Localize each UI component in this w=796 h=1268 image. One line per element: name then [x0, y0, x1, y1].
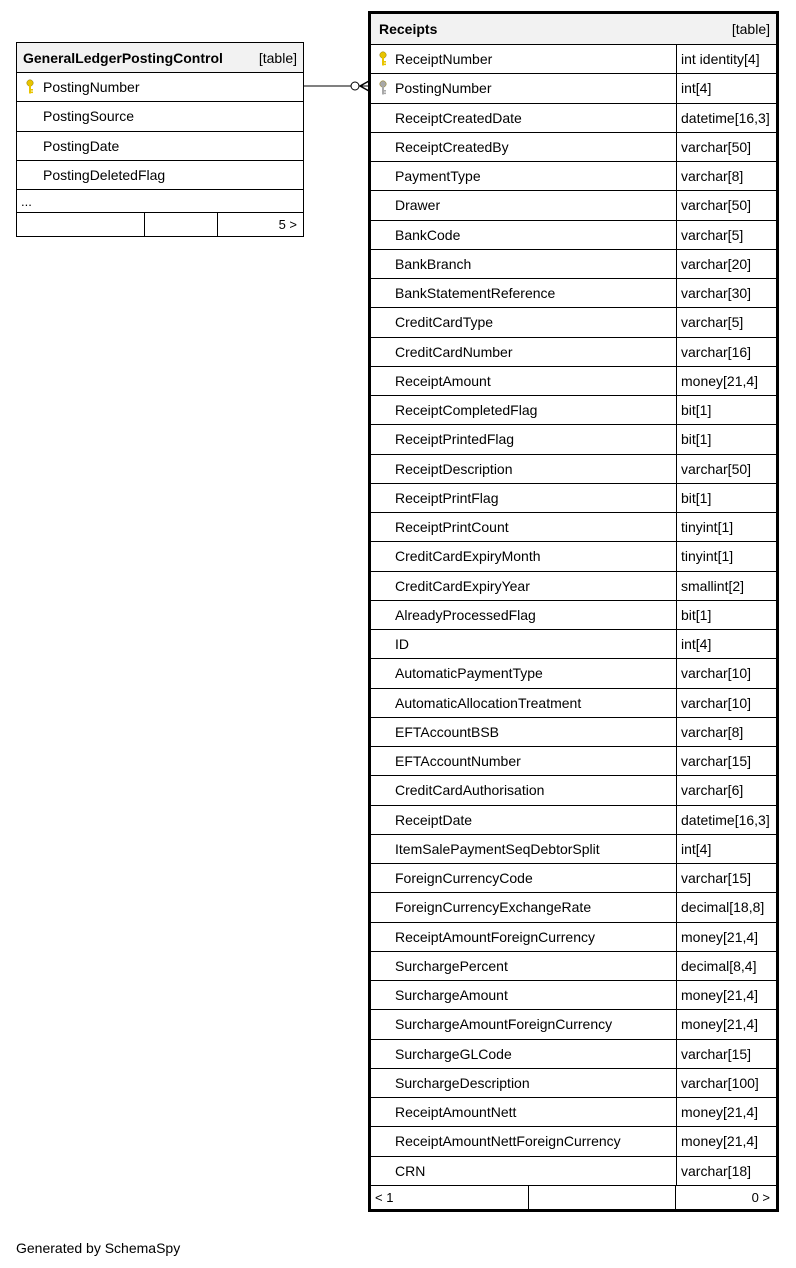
column-type: varchar[50]	[676, 133, 776, 161]
column-name: AutomaticPaymentType	[395, 665, 543, 682]
footer-parents	[17, 213, 145, 236]
column-name: CreditCardExpiryMonth	[395, 548, 541, 565]
column-row[interactable]	[371, 601, 776, 630]
column-name: Drawer	[395, 197, 441, 214]
column-type: bit[1]	[676, 601, 776, 629]
key-slot	[371, 864, 395, 892]
column-name: PaymentType	[395, 168, 481, 185]
column-row[interactable]	[17, 73, 303, 102]
key-slot	[371, 221, 395, 249]
column-name: SurchargeDescription	[395, 1074, 530, 1091]
column-type: int identity[4]	[676, 45, 776, 73]
column-row[interactable]	[371, 952, 776, 981]
column-name: ReceiptAmountNettForeignCurrency	[395, 1133, 621, 1150]
column-name: PostingNumber	[395, 80, 492, 97]
column-name: ID	[395, 636, 409, 653]
column-row[interactable]	[371, 308, 776, 337]
table-name: GeneralLedgerPostingControl	[23, 49, 223, 66]
key-slot	[371, 1069, 395, 1097]
key-slot	[371, 542, 395, 570]
key-slot	[371, 104, 395, 132]
key-slot	[371, 835, 395, 863]
column-name: SurchargeAmount	[395, 987, 508, 1004]
column-row[interactable]	[371, 718, 776, 747]
foreign-key-icon	[371, 74, 395, 102]
column-type: int[4]	[676, 74, 776, 102]
column-row[interactable]	[371, 279, 776, 308]
column-name: CRN	[395, 1162, 426, 1179]
table-receipts[interactable]	[368, 11, 779, 1212]
key-slot	[371, 981, 395, 1009]
column-row[interactable]	[371, 425, 776, 454]
key-slot	[371, 425, 395, 453]
column-type: varchar[20]	[676, 250, 776, 278]
column-row[interactable]	[371, 864, 776, 893]
column-name: CreditCardNumber	[395, 343, 513, 360]
key-slot	[371, 1040, 395, 1068]
column-row[interactable]	[371, 659, 776, 688]
column-row[interactable]	[371, 1069, 776, 1098]
column-name: ItemSalePaymentSeqDebtorSplit	[395, 840, 600, 857]
column-type: datetime[16,3]	[676, 104, 776, 132]
generated-by-footer: Generated by SchemaSpy	[16, 1240, 181, 1256]
key-slot	[371, 893, 395, 921]
key-slot	[371, 513, 395, 541]
column-row[interactable]	[371, 776, 776, 805]
key-slot	[371, 1127, 395, 1155]
column-row[interactable]	[371, 484, 776, 513]
column-type: varchar[8]	[676, 162, 776, 190]
column-type: decimal[8,4]	[676, 952, 776, 980]
column-row[interactable]	[371, 1040, 776, 1069]
column-name: ReceiptAmountForeignCurrency	[395, 928, 595, 945]
key-slot	[371, 923, 395, 951]
column-name: SurchargeGLCode	[395, 1045, 512, 1062]
column-name: BankCode	[395, 226, 461, 243]
column-type: money[21,4]	[676, 923, 776, 951]
column-name: ReceiptPrintFlag	[395, 489, 499, 506]
column-name: CreditCardExpiryYear	[395, 577, 530, 594]
column-row[interactable]	[17, 102, 303, 131]
column-row[interactable]	[371, 513, 776, 542]
table-header	[371, 14, 776, 45]
column-type: tinyint[1]	[676, 513, 776, 541]
footer-middle	[529, 1186, 676, 1209]
column-name: ReceiptAmountNett	[395, 1104, 517, 1121]
column-name: ReceiptDescription	[395, 460, 513, 477]
column-name: ReceiptPrintCount	[395, 519, 509, 536]
key-slot	[371, 279, 395, 307]
key-slot	[371, 162, 395, 190]
key-slot	[371, 191, 395, 219]
table-kind: [table]	[731, 21, 770, 37]
column-type: varchar[10]	[676, 659, 776, 687]
key-slot	[371, 747, 395, 775]
column-name: EFTAccountBSB	[395, 723, 500, 740]
column-row[interactable]	[371, 367, 776, 396]
column-name: EFTAccountNumber	[395, 753, 521, 770]
column-name: ReceiptPrintedFlag	[395, 431, 515, 448]
column-type: tinyint[1]	[676, 542, 776, 570]
key-slot	[371, 308, 395, 336]
column-row[interactable]	[371, 923, 776, 952]
column-type: money[21,4]	[676, 1010, 776, 1038]
column-type: varchar[15]	[676, 747, 776, 775]
column-name: ReceiptAmount	[395, 372, 491, 389]
column-type: money[21,4]	[676, 1127, 776, 1155]
column-row[interactable]	[371, 455, 776, 484]
column-row[interactable]	[371, 835, 776, 864]
column-row[interactable]	[371, 630, 776, 659]
table-name: Receipts	[379, 21, 438, 37]
column-name: ReceiptDate	[395, 811, 473, 828]
key-slot	[371, 484, 395, 512]
column-type: varchar[50]	[676, 191, 776, 219]
column-name: PostingNumber	[43, 79, 140, 96]
table-footer	[17, 213, 303, 236]
column-type: varchar[15]	[676, 1040, 776, 1068]
column-name: SurchargePercent	[395, 957, 508, 974]
key-slot	[371, 689, 395, 717]
column-type: varchar[18]	[676, 1157, 776, 1185]
column-row[interactable]	[371, 893, 776, 922]
column-type: money[21,4]	[676, 1098, 776, 1126]
column-type: int[4]	[676, 630, 776, 658]
column-type: datetime[16,3]	[676, 806, 776, 834]
column-row[interactable]	[371, 45, 776, 74]
column-row[interactable]	[371, 689, 776, 718]
column-row[interactable]	[371, 396, 776, 425]
column-name: ReceiptCreatedDate	[395, 109, 522, 126]
key-slot	[371, 338, 395, 366]
column-name: ForeignCurrencyExchangeRate	[395, 899, 592, 916]
key-slot	[371, 776, 395, 804]
column-name: CreditCardType	[395, 314, 494, 331]
key-slot	[17, 102, 43, 130]
key-slot	[371, 455, 395, 483]
column-row[interactable]	[371, 74, 776, 103]
key-slot	[371, 1157, 395, 1185]
column-name: AlreadyProcessedFlag	[395, 606, 536, 623]
key-slot	[371, 952, 395, 980]
column-name: CreditCardAuthorisation	[395, 782, 545, 799]
column-name: BankStatementReference	[395, 285, 556, 302]
primary-key-icon	[17, 73, 43, 101]
column-type: decimal[18,8]	[676, 893, 776, 921]
column-name: ReceiptCompletedFlag	[395, 402, 538, 419]
column-type: smallint[2]	[676, 572, 776, 600]
column-row[interactable]	[17, 161, 303, 190]
key-slot	[17, 132, 43, 160]
key-slot	[371, 396, 395, 424]
table-kind: [table]	[258, 49, 297, 66]
column-type: bit[1]	[676, 425, 776, 453]
column-type: varchar[100]	[676, 1069, 776, 1097]
column-type: money[21,4]	[676, 367, 776, 395]
column-type: money[21,4]	[676, 981, 776, 1009]
column-row[interactable]	[371, 1157, 776, 1186]
table-general-ledger-posting-control[interactable]	[16, 42, 304, 237]
column-row[interactable]	[371, 250, 776, 279]
column-row[interactable]	[17, 132, 303, 161]
column-type: varchar[50]	[676, 455, 776, 483]
column-name: PostingDeletedFlag	[43, 167, 166, 184]
column-row[interactable]	[371, 104, 776, 133]
column-type: varchar[30]	[676, 279, 776, 307]
footer-children-link[interactable]: 0 >	[751, 1189, 770, 1205]
key-slot	[371, 659, 395, 687]
column-row[interactable]	[371, 1127, 776, 1156]
key-slot	[371, 718, 395, 746]
key-slot	[371, 367, 395, 395]
column-name: PostingDate	[43, 137, 120, 154]
table-footer	[371, 1186, 776, 1209]
column-row[interactable]	[371, 572, 776, 601]
more-columns-indicator: ...	[17, 190, 303, 213]
column-type: varchar[5]	[676, 308, 776, 336]
column-type: varchar[8]	[676, 718, 776, 746]
column-name: BankBranch	[395, 255, 472, 272]
column-row[interactable]	[371, 221, 776, 250]
column-row[interactable]	[371, 162, 776, 191]
key-slot	[371, 806, 395, 834]
column-row[interactable]	[371, 747, 776, 776]
column-type: varchar[6]	[676, 776, 776, 804]
column-type: bit[1]	[676, 396, 776, 424]
column-row[interactable]	[371, 1010, 776, 1039]
column-row[interactable]	[371, 542, 776, 571]
column-type: varchar[15]	[676, 864, 776, 892]
key-slot	[371, 1010, 395, 1038]
footer-middle	[145, 213, 218, 236]
key-slot	[371, 572, 395, 600]
footer-parents-link[interactable]: < 1	[371, 1186, 529, 1209]
column-name: ReceiptNumber	[395, 51, 493, 68]
column-row[interactable]	[371, 133, 776, 162]
key-slot	[371, 250, 395, 278]
key-slot	[371, 630, 395, 658]
table-header	[17, 43, 303, 73]
column-name: ReceiptCreatedBy	[395, 138, 509, 155]
column-name: AutomaticAllocationTreatment	[395, 694, 582, 711]
column-name: ForeignCurrencyCode	[395, 870, 533, 887]
column-row[interactable]	[371, 806, 776, 835]
column-row[interactable]	[371, 191, 776, 220]
column-row[interactable]	[371, 981, 776, 1010]
key-slot	[17, 161, 43, 189]
column-type: varchar[10]	[676, 689, 776, 717]
column-type: bit[1]	[676, 484, 776, 512]
column-row[interactable]	[371, 1098, 776, 1127]
key-slot	[371, 1098, 395, 1126]
key-slot	[371, 133, 395, 161]
column-name: PostingSource	[43, 108, 135, 125]
column-name: SurchargeAmountForeignCurrency	[395, 1016, 613, 1033]
column-row[interactable]	[371, 338, 776, 367]
column-type: int[4]	[676, 835, 776, 863]
key-slot	[371, 601, 395, 629]
primary-key-icon	[371, 45, 395, 73]
footer-children-link[interactable]: 5 >	[278, 217, 297, 233]
column-type: varchar[5]	[676, 221, 776, 249]
column-type: varchar[16]	[676, 338, 776, 366]
